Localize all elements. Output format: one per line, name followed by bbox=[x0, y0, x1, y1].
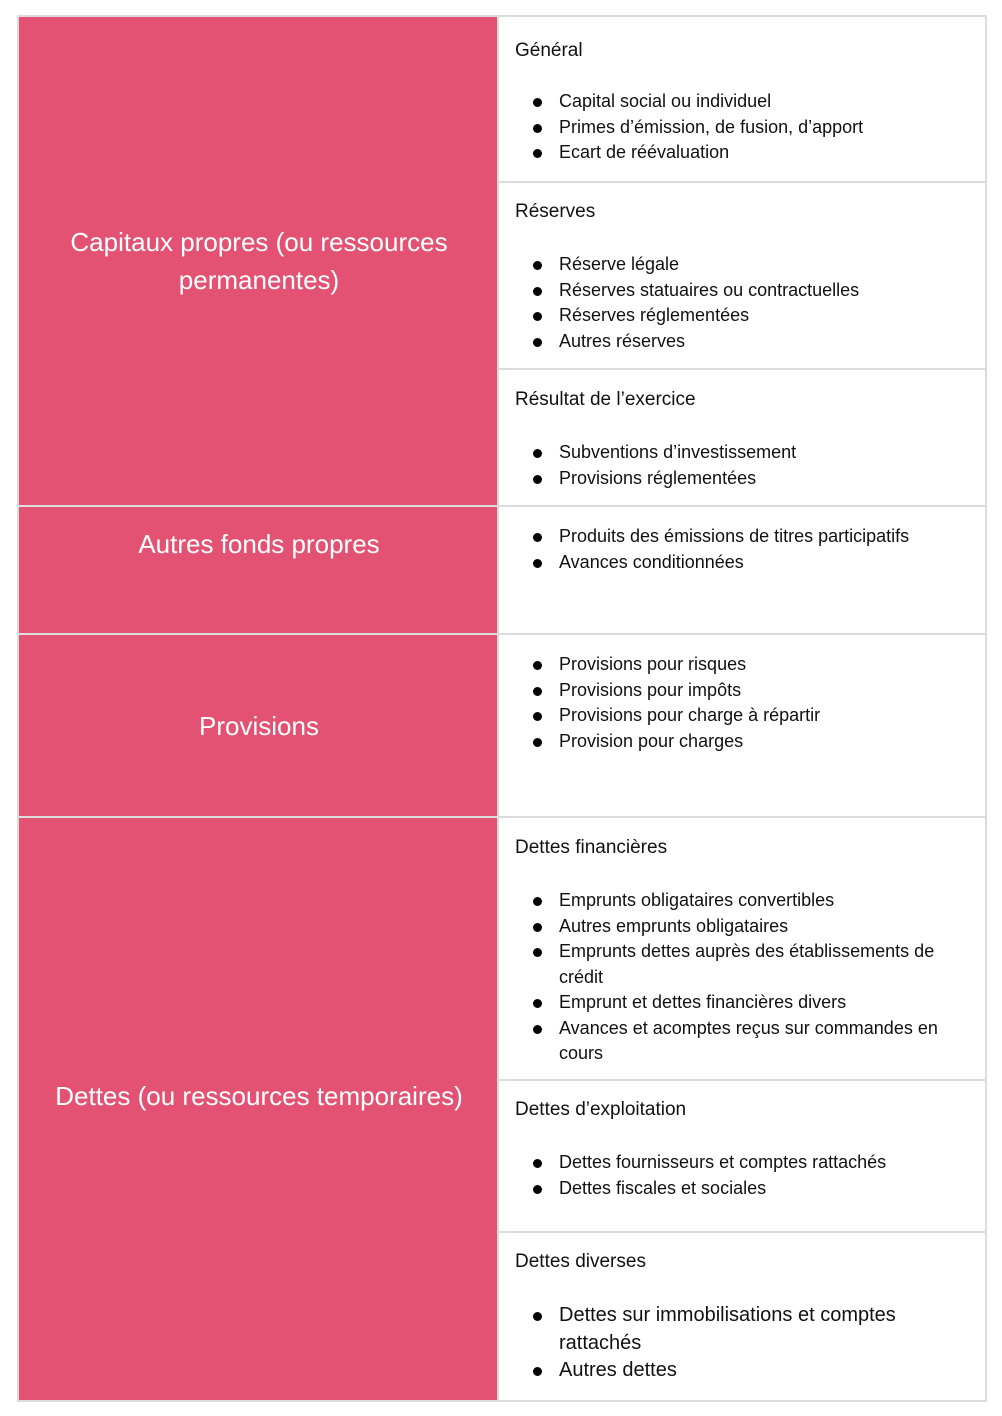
list-item: Produits des émissions de titres participatifs bbox=[515, 524, 963, 550]
list-item: Dettes sur immobilisations et comptes rattachés bbox=[515, 1302, 963, 1357]
group-heading: Dettes financières bbox=[515, 837, 668, 858]
group-heading: Général bbox=[515, 40, 583, 61]
item-list bbox=[515, 89, 963, 166]
category-capitaux-propres bbox=[19, 17, 499, 507]
group-dettes-diverses bbox=[499, 1233, 985, 1400]
list-item: Provisions réglementées bbox=[515, 466, 963, 492]
list-item: Provisions pour charge à répartir bbox=[515, 703, 963, 729]
list-item: Emprunts dettes auprès des établissements de crédit bbox=[515, 939, 963, 990]
list-item: Autres réserves bbox=[515, 329, 963, 355]
list-item: Provisions pour impôts bbox=[515, 678, 963, 704]
group-reserves bbox=[499, 183, 985, 370]
category-title: Autres fonds propres bbox=[138, 529, 380, 559]
group-autres-fonds-propres bbox=[499, 507, 985, 635]
list-item: Avances conditionnées bbox=[515, 550, 963, 576]
list-item: Réserve légale bbox=[515, 252, 963, 278]
group-resultat bbox=[499, 370, 985, 507]
item-list bbox=[515, 524, 963, 575]
list-item: Capital social ou individuel bbox=[515, 89, 963, 115]
list-item: Dettes fournisseurs et comptes rattachés bbox=[515, 1150, 963, 1176]
liabilities-table bbox=[17, 15, 987, 1402]
list-item: Emprunts obligataires convertibles bbox=[515, 888, 963, 914]
list-item: Réserves statuaires ou contractuelles bbox=[515, 278, 963, 304]
list-item: Provision pour charges bbox=[515, 729, 963, 755]
category-title: Capitaux propres (ou ressources permanentes) bbox=[70, 227, 448, 295]
group-heading: Résultat de l’exercice bbox=[515, 389, 696, 410]
item-list bbox=[515, 252, 963, 354]
list-item: Provisions pour risques bbox=[515, 652, 963, 678]
list-item: Ecart de réévaluation bbox=[515, 140, 963, 166]
list-item: Emprunt et dettes financières divers bbox=[515, 990, 963, 1016]
category-provisions bbox=[19, 635, 499, 818]
category-title: Provisions bbox=[199, 710, 319, 741]
list-item: Primes d’émission, de fusion, d’apport bbox=[515, 115, 963, 141]
item-list bbox=[515, 888, 963, 1067]
group-dettes-exploitation bbox=[499, 1081, 985, 1233]
group-general bbox=[499, 17, 985, 183]
category-title: Dettes (ou ressources temporaires) bbox=[55, 1081, 463, 1111]
list-item: Réserves réglementées bbox=[515, 303, 963, 329]
item-list bbox=[515, 1150, 963, 1201]
group-heading: Dettes diverses bbox=[515, 1251, 646, 1272]
list-item: Dettes fiscales et sociales bbox=[515, 1176, 963, 1202]
list-item: Autres dettes bbox=[515, 1357, 963, 1385]
category-dettes bbox=[19, 818, 499, 1400]
list-item: Autres emprunts obligataires bbox=[515, 914, 963, 940]
item-list bbox=[515, 652, 963, 754]
list-item: Subventions d’investissement bbox=[515, 440, 963, 466]
item-list bbox=[515, 440, 963, 491]
group-dettes-financieres bbox=[499, 818, 985, 1081]
group-heading: Réserves bbox=[515, 201, 596, 222]
item-list bbox=[515, 1302, 963, 1385]
list-item: Avances et acomptes reçus sur commandes en cours bbox=[515, 1016, 963, 1067]
category-autres-fonds-propres bbox=[19, 507, 499, 635]
group-heading: Dettes d’exploitation bbox=[515, 1099, 687, 1120]
group-provisions bbox=[499, 635, 985, 818]
